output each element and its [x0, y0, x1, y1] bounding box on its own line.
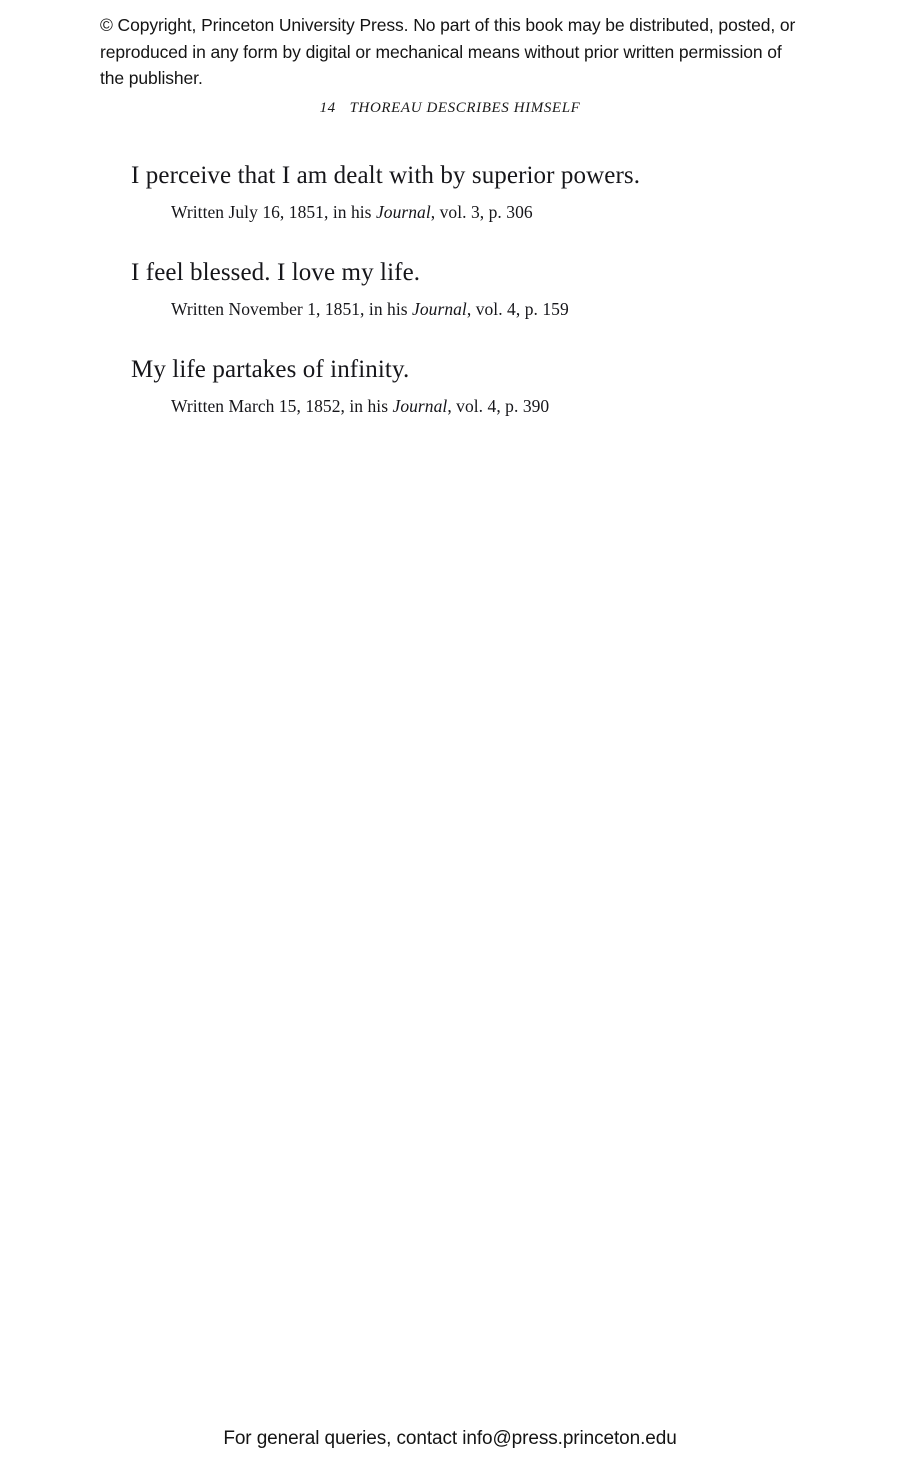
quote-text: I feel blessed. I love my life.: [131, 258, 421, 286]
quote-source: [171, 201, 791, 224]
running-head: [0, 100, 900, 117]
quote-source-suffix: , vol. 3, p. 306: [430, 202, 533, 222]
quote-text: My life partakes of infinity.: [131, 355, 410, 383]
quote-text: I perceive that I am dealt with by superior powers.: [131, 162, 641, 189]
quote-source: [171, 298, 791, 321]
quote-source-work-title: Journal: [412, 298, 467, 319]
quote-entry: [131, 354, 791, 418]
quote-source: [171, 395, 791, 418]
quote-source-suffix: , vol. 4, p. 390: [447, 395, 550, 416]
quote-entry: [131, 257, 791, 321]
quote-source-prefix: Written November 1, 1851, in his: [171, 298, 413, 319]
quote-source-work-title: Journal: [375, 202, 431, 222]
quote-source-work-title: Journal: [392, 395, 448, 416]
quote-source-prefix: Written July 16, 1851, in his: [171, 202, 376, 222]
footer-general-queries: For general queries, contact info@press.princeton.edu: [223, 1428, 677, 1449]
running-head-title: THOREAU DESCRIBES HIMSELF: [349, 100, 581, 116]
copyright-notice: © Copyright, Princeton University Press. No part of this book may be distributed, posted, or reproduced in any form by digital or mechanical means without prior written permission of the publisher.: [100, 15, 796, 89]
quote-list: [131, 160, 791, 450]
quote-source-suffix: , vol. 4, p. 159: [466, 298, 569, 319]
page-number: 14: [319, 100, 336, 116]
quote-source-prefix: Written March 15, 1852, in his: [171, 395, 393, 416]
quote-entry: [131, 160, 791, 224]
